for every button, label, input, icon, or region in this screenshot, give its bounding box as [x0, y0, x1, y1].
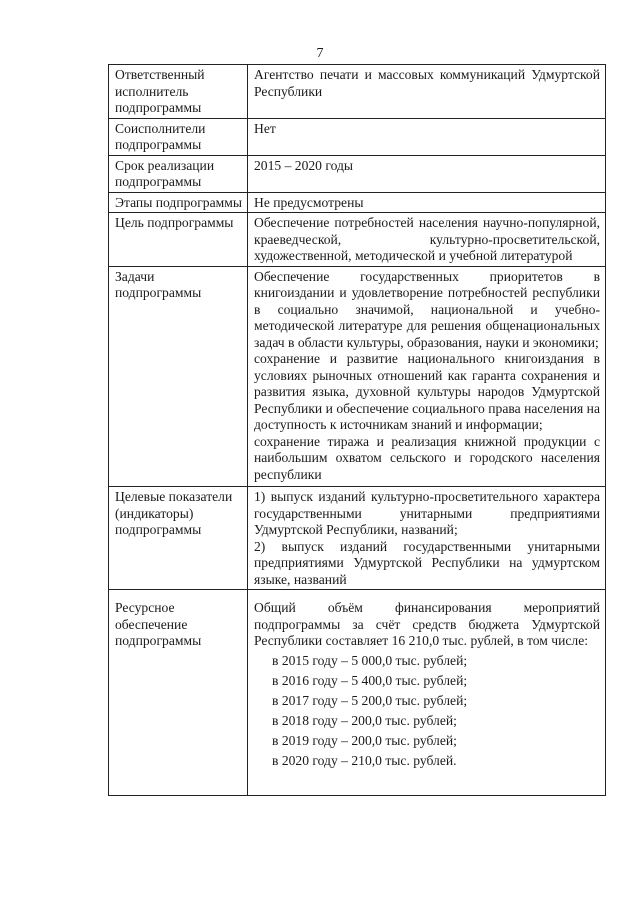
responsible-executor-value — [248, 65, 606, 119]
task-paragraph: сохранение и развитие национального книгоиздания в условиях рыночных отношений как гаранта сохранения и развития языка, духовной культуры народов Удмуртской Республики и обеспечение социального права населения на доступность к источникам знаний и информации; — [254, 351, 600, 432]
funding-year-line: в 2018 году – 200,0 тыс. рублей; — [272, 712, 457, 728]
implementation-period-value — [248, 155, 606, 192]
co-executors-label: Соисполнители подпрограммы — [109, 118, 248, 155]
indicator-item: 2) выпуск изданий государственными унитарными предприятиями Удмуртской Республики на удмуртском языке, названий — [254, 538, 600, 587]
page-number: 7 — [316, 46, 324, 61]
indicator-item: 1) выпуск изданий культурно-просветительного характера государственными унитарными предприятиями Удмуртской Республики, названий; — [254, 489, 600, 537]
goal-value — [248, 213, 606, 267]
task-paragraph: сохранение тиража и реализация книжной продукции с наибольшим охватом сельского и городского населения республики — [254, 433, 600, 482]
resource-support-label: Ресурсное обеспечение подпрограммы — [109, 590, 248, 796]
funding-year-line: в 2017 году – 5 200,0 тыс. рублей; — [272, 692, 468, 708]
implementation-period-text: 2015 – 2020 годы — [254, 157, 354, 173]
responsible-executor-text: Агентство печати и массовых коммуникаций Удмуртской Республики — [254, 67, 600, 99]
table-row — [109, 118, 606, 155]
subprogram-passport-table — [108, 64, 606, 796]
target-indicators-label: Целевые показатели (индикаторы) подпрограммы — [109, 487, 248, 590]
tasks-value — [248, 266, 606, 487]
responsible-executor-label: Ответственный исполнитель подпрограммы — [109, 65, 248, 119]
table-row — [109, 213, 606, 267]
funding-year-line: в 2020 году – 210,0 тыс. рублей. — [272, 752, 457, 768]
goal-label: Цель подпрограммы — [109, 213, 248, 267]
funding-year-line: в 2019 году – 200,0 тыс. рублей; — [272, 732, 457, 748]
implementation-period-label: Срок реализации подпрограммы — [109, 155, 248, 192]
co-executors-text: Нет — [254, 120, 276, 136]
table-row — [109, 155, 606, 192]
table-row — [109, 590, 606, 796]
table-row — [109, 487, 606, 590]
goal-text: Обеспечение потребностей населения научно-популярной, краеведческой, культурно-просветительской, художественной, методической и учебной литературой — [254, 215, 600, 263]
stages-value — [248, 192, 606, 213]
funding-year-line: в 2016 году – 5 400,0 тыс. рублей; — [272, 672, 468, 688]
stages-label: Этапы подпрограммы — [109, 192, 248, 213]
tasks-label: Задачи подпрограммы — [109, 266, 248, 487]
table-row — [109, 266, 606, 487]
stages-text: Не предусмотрены — [254, 194, 364, 210]
task-paragraph: Обеспечение государственных приоритетов в книгоиздании и удовлетворение потребностей республики в социально значимой, национальной и учебно-методической литературе для решения общенациональных задач в области культуры, образования, науки и экономики; — [254, 268, 600, 350]
table-row — [109, 65, 606, 119]
table-row — [109, 192, 606, 213]
funding-intro: Общий объём финансирования мероприятий подпрограммы за счёт средств бюджета Удмуртской Республики составляет 16 210,0 тыс. рублей, в том числе: — [254, 600, 600, 648]
co-executors-value — [248, 118, 606, 155]
target-indicators-value — [248, 487, 606, 590]
funding-year-line: в 2015 году – 5 000,0 тыс. рублей; — [272, 652, 468, 668]
resource-support-value — [248, 590, 606, 796]
